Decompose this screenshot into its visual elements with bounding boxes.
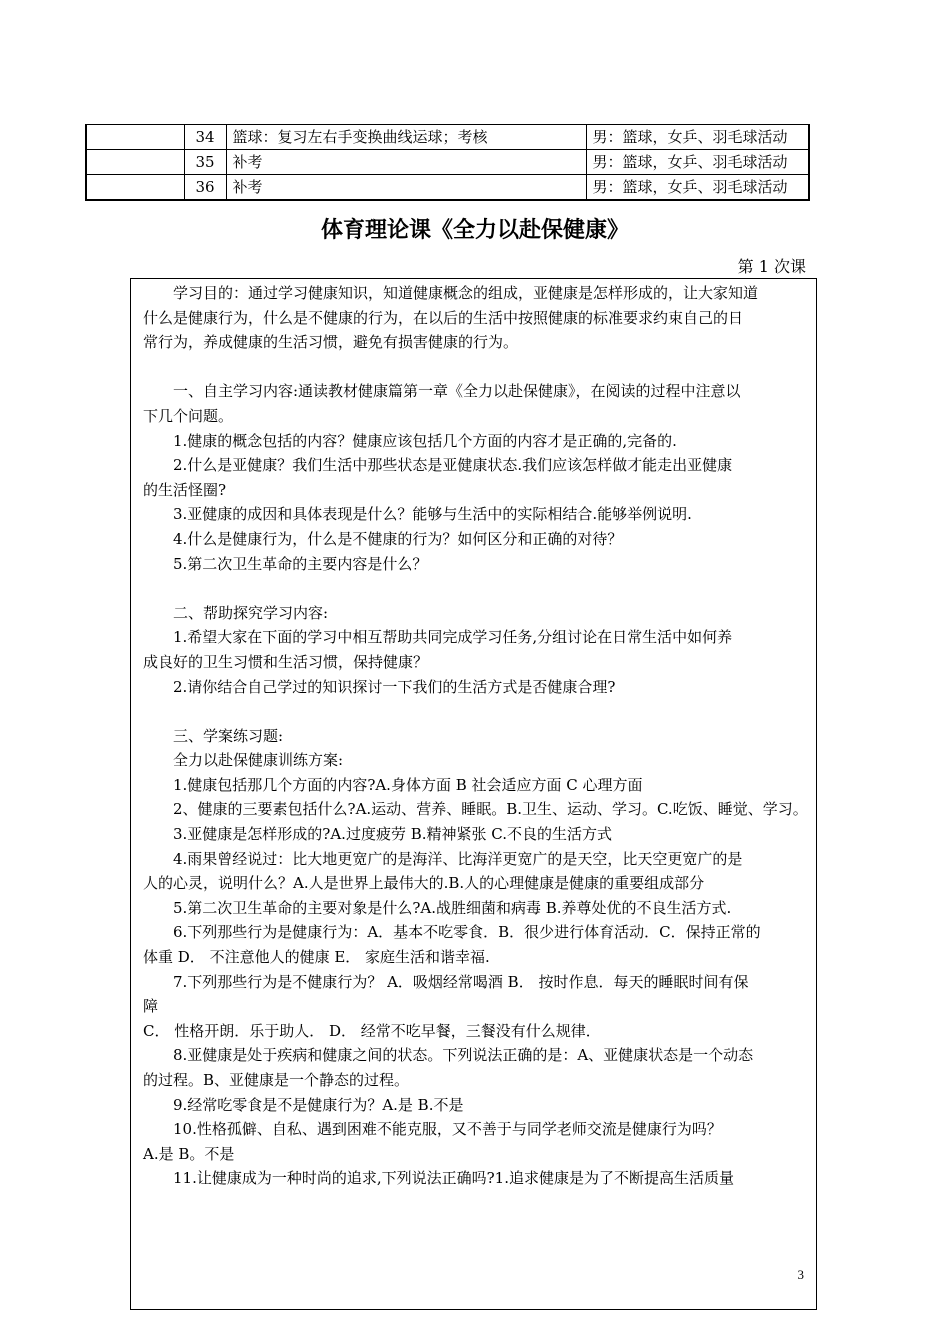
purpose-line: 什么是健康行为，什么是不健康的行为，在以后的生活中按照健康的标准要求约束自己的日 [143,308,744,327]
row-content: 篮球：复习左右手变换曲线运球；考核 [226,125,586,150]
exercise-11: 11.让健康成为一种时尚的追求,下列说法正确吗?1.追求健康是为了不断提高生活质量 [173,1169,734,1188]
purpose-line: 学习目的：通过学习健康知识，知道健康概念的组成，亚健康是怎样形成的，让大家知道 [173,284,759,302]
lesson-content [143,281,818,1191]
question-1: 1.健康的概念包括的内容？健康应该包括几个方面的内容才是正确的,完备的. [173,431,677,450]
exercise-7-cont: 障 [143,997,159,1016]
exercise-6-cont: 体重 D． 不注意他人的健康 E． 家庭生活和谐幸福. [143,948,490,967]
lesson-content-box [130,278,817,1310]
table-row [86,125,809,150]
question-3: 3.亚健康的成因和具体表现是什么？能够与生活中的实际相结合.能够举例说明. [173,505,692,524]
exercise-9: 9.经常吃零食是不是健康行为？A.是 B.不是 [173,1095,464,1114]
question-4: 4.什么是健康行为，什么是不健康的行为？如何区分和正确的对待？ [173,529,623,548]
section-2-item-1-cont: 成良好的卫生习惯和生活习惯，保持健康？ [143,652,429,671]
section-2-item-2: 2.请你结合自己学过的知识探讨一下我们的生活方式是否健康合理? [173,677,616,696]
section-2-item-1: 1.希望大家在下面的学习中相互帮助共同完成学习任务,分组讨论在日常生活中如何养 [173,628,733,647]
empty-cell [86,150,184,175]
row-activity: 男：篮球，女乒、羽毛球活动 [586,150,809,175]
exercise-3: 3.亚健康是怎样形成的?A.过度疲劳 B.精神紧张 C.不良的生活方式 [173,825,612,844]
question-2-cont: 的生活怪圈? [143,480,227,499]
exercise-5: 5.第二次卫生革命的主要对象是什么?A.战胜细菌和病毒 B.养尊处优的不良生活方式. [173,898,732,917]
page-title: 体育理论课《全力以赴保健康》 [320,218,629,243]
schedule-table [85,124,810,201]
section-1-heading: 一、自主学习内容:通读教材健康篇第一章《全力以赴保健康》，在阅读的过程中注意以 [173,382,741,401]
exercise-10: 10.性格孤僻、自私、遇到困难不能克服，又不善于与同学老师交流是健康行为吗？ [173,1120,722,1139]
blank-line [143,576,818,601]
blank-line [143,699,818,724]
row-content: 补考 [226,150,586,175]
exercise-8-cont: 的过程。B、亚健康是一个静态的过程。 [143,1071,410,1089]
exercise-2: 2、健康的三要素包括什么?A.运动、营养、睡眠。B.卫生、运动、学习。C.吃饭、睡觉、学习。 [173,800,808,819]
row-activity: 男：篮球，女乒、羽毛球活动 [586,125,809,150]
blank-line [143,355,818,380]
row-content: 补考 [226,175,586,201]
empty-cell [86,175,184,201]
row-number: 35 [184,150,226,175]
exercise-4-cont: 人的心灵，说明什么？A.人是世界上最伟大的.B.人的心理健康是健康的重要组成部分 [143,874,705,893]
question-5: 5.第二次卫生革命的主要内容是什么？ [173,554,428,573]
row-number: 36 [184,175,226,201]
page-number: 3 [797,1267,804,1282]
section-2-heading: 二、帮助探究学习内容: [173,603,329,622]
section-3-heading: 三、学案练习题: [173,726,284,745]
empty-cell [86,125,184,150]
exercise-1: 1.健康包括那几个方面的内容?A.身体方面 B 社会适应方面 C 心理方面 [173,775,643,794]
section-1-heading-cont: 下几个问题。 [143,406,234,425]
row-activity: 男：篮球，女乒、羽毛球活动 [586,175,809,201]
purpose-line: 常行为，养成健康的生活习惯，避免有损害健康的行为。 [143,333,519,352]
exercise-8: 8.亚健康是处于疾病和健康之间的状态。下列说法正确的是：A、亚健康状态是一个动态 [173,1046,754,1065]
exercise-6: 6.下列那些行为是健康行为：A．基本不吃零食．B．很少进行体育活动．C．保持正常的 [173,923,761,942]
section-3-subheading: 全力以赴保健康训练方案: [173,751,344,770]
row-number: 34 [184,125,226,150]
table-row [86,175,809,201]
exercise-7: 7.下列那些行为是不健康行为？ A．吸烟经常喝酒 B． 按时作息．每天的睡眠时间有保 [173,972,749,991]
exercise-4: 4.雨果曾经说过：比大地更宽广的是海洋、比海洋更宽广的是天空，比天空更宽广的是 [173,849,743,868]
exercise-7-cont2: C． 性格开朗．乐于助人． D． 经常不吃早餐，三餐没有什么规律． [143,1021,601,1040]
lesson-label: 第 1 次课 [737,257,806,276]
question-2: 2.什么是亚健康？我们生活中那些状态是亚健康状态.我们应该怎样做才能走出亚健康 [173,456,733,475]
exercise-10-cont: A.是 B。不是 [143,1144,235,1163]
table-row [86,150,809,175]
